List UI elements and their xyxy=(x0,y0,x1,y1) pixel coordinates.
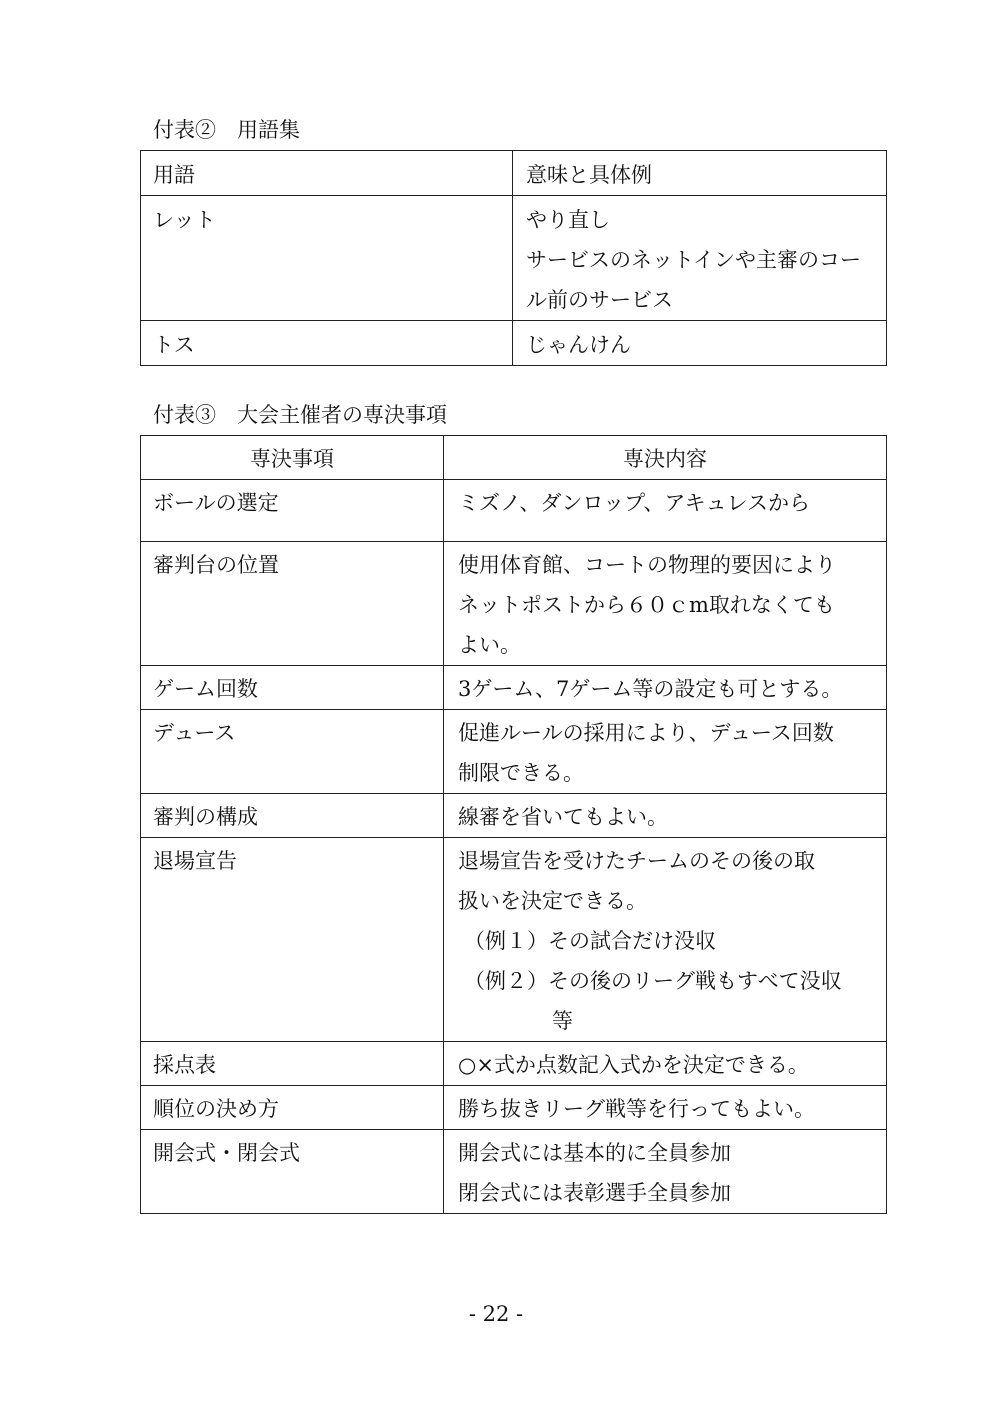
table-row xyxy=(141,542,887,666)
content-line: 使用体育館、コートの物理的要因により xyxy=(458,553,836,577)
content-line: ○×式か点数記入式かを決定できる。 xyxy=(458,1053,809,1077)
item-cell: 審判台の位置 xyxy=(153,553,279,577)
content-line: 開会式には基本的に全員参加 xyxy=(458,1141,731,1165)
table-row xyxy=(141,666,887,710)
content-line: 3ゲーム、7ゲーム等の設定も可とする。 xyxy=(458,677,843,701)
item-cell: 開会式・閉会式 xyxy=(153,1141,300,1165)
meaning-line: サービスのネットインや主審のコー xyxy=(526,248,861,272)
table-row xyxy=(141,1086,887,1130)
table-row xyxy=(141,196,887,321)
table2-caption: 付表③ 大会主催者の専決事項 xyxy=(153,403,447,427)
glossary-table xyxy=(140,150,887,366)
meaning-line: じゃんけん xyxy=(526,333,631,357)
content-line: 線審を省いてもよい。 xyxy=(458,805,668,829)
content-line: 等 xyxy=(552,1009,573,1033)
table-row xyxy=(141,838,887,1042)
item-cell: 退場宣告 xyxy=(153,849,237,873)
meaning-line: ル前のサービス xyxy=(526,288,673,312)
header-term: 用語 xyxy=(153,163,195,187)
item-cell: 順位の決め方 xyxy=(153,1097,279,1121)
organizer-decisions-table xyxy=(140,435,887,1214)
table-row xyxy=(141,1042,887,1086)
term-cell: トス xyxy=(153,333,195,357)
table-header-row xyxy=(141,151,887,196)
content-line: 促進ルールの採用により、デュース回数 xyxy=(458,721,834,745)
item-cell: ゲーム回数 xyxy=(153,677,258,701)
table1-caption: 付表② 用語集 xyxy=(153,118,300,142)
item-cell: 審判の構成 xyxy=(153,805,258,829)
content-line: 制限できる。 xyxy=(458,761,584,785)
content-line: 勝ち抜きリーグ戦等を行ってもよい。 xyxy=(458,1097,815,1121)
table-row xyxy=(141,321,887,366)
table-row xyxy=(141,1130,887,1214)
item-cell: ボールの選定 xyxy=(153,491,279,515)
content-line: 閉会式には表彰選手全員参加 xyxy=(458,1181,731,1205)
example-line: （例１）その試合だけ没収 xyxy=(464,929,716,953)
table-header-row xyxy=(141,436,887,480)
term-cell: レット xyxy=(153,208,216,232)
table-row xyxy=(141,480,887,542)
header-content: 専決内容 xyxy=(623,447,707,471)
header-item: 専決事項 xyxy=(250,447,334,471)
table-row xyxy=(141,794,887,838)
item-cell: デュース xyxy=(153,721,236,745)
content-line: ミズノ、ダンロップ、アキュレスから xyxy=(458,491,810,515)
meaning-line: やり直し xyxy=(526,208,610,232)
content-line: ネットポストから６０ｃm取れなくても xyxy=(458,593,835,617)
page-number: - 22 - xyxy=(468,1302,524,1326)
content-line: 退場宣告を受けたチームのその後の取 xyxy=(458,849,815,873)
content-line: よい。 xyxy=(458,633,521,657)
header-meaning: 意味と具体例 xyxy=(526,163,652,187)
content-line: 扱いを決定できる。 xyxy=(458,889,647,913)
item-cell: 採点表 xyxy=(153,1053,216,1077)
example-line: （例２）その後のリーグ戦もすべて没収 xyxy=(464,969,842,993)
table-row xyxy=(141,710,887,794)
